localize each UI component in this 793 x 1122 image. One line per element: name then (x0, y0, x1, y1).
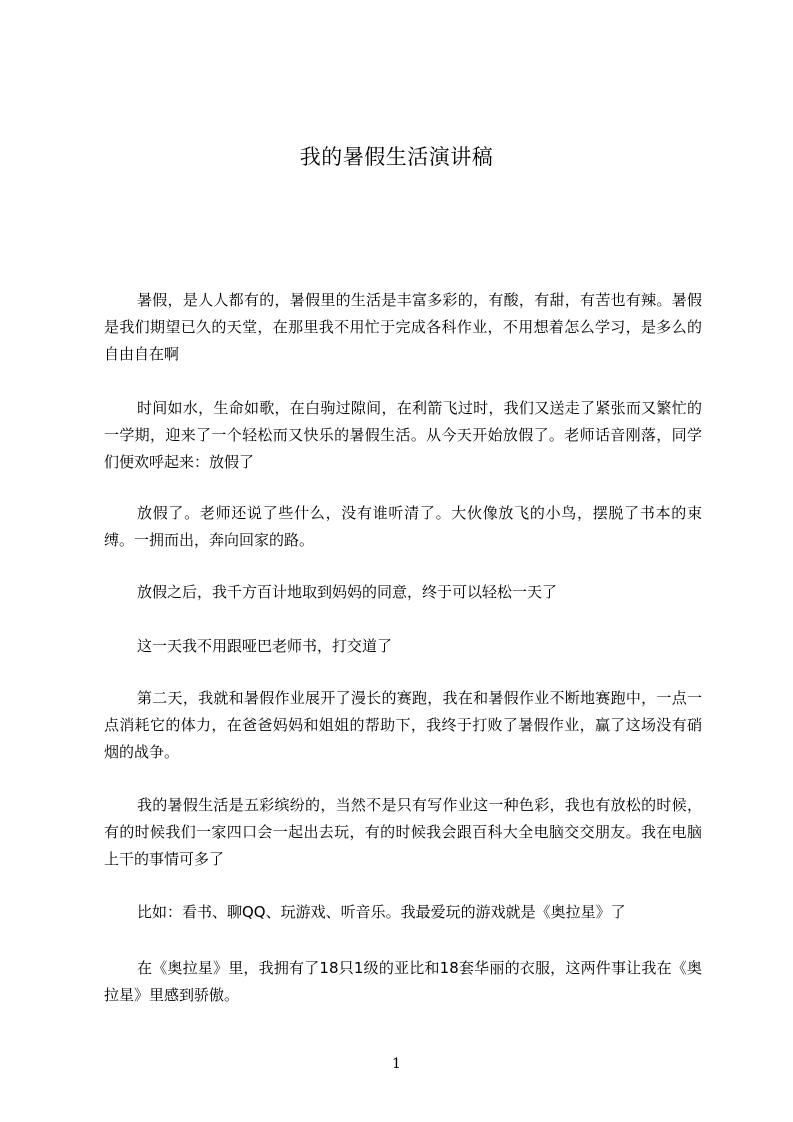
paragraph-3: 放假了。老师还说了些什么，没有谁听清了。大伙像放飞的小鸟，摆脱了书本的束缚。一拥而出，奔向回家的路。 (104, 504, 702, 549)
paragraph-4: 放假之后，我千方百计地取到妈妈的同意，终于可以轻松一天了 (137, 583, 558, 601)
paragraph-6: 第二天，我就和暑假作业展开了漫长的赛跑，我在和暑假作业不断地赛跑中，一点一点消耗它的体力，在爸爸妈妈和姐姐的帮助下，我终于打败了暑假作业，赢了这场没有硝烟的战争。 (104, 689, 702, 761)
paragraph-2: 时间如水，生命如歌，在白驹过隙间，在利箭飞过时，我们又送走了紧张而又繁忙的一学期，迎来了一个轻松而又快乐的暑假生活。从今天开始放假了。老师话音刚落，同学们便欢呼起来：放假了 (104, 399, 702, 471)
paragraph-5: 这一天我不用跟哑巴老师书，打交道了 (137, 637, 393, 655)
document-title: 我的暑假生活演讲稿 (299, 145, 494, 169)
paragraph-9: 在《奥拉星》里，我拥有了18只1级的亚比和18套华丽的衣服，这两件事让我在《奥拉星》里感到骄傲。 (104, 959, 702, 1004)
page-number: 1 (392, 1056, 401, 1072)
paragraph-1: 暑假，是人人都有的，暑假里的生活是丰富多彩的，有酸，有甜，有苦也有辣。暑假是我们期望已久的天堂，在那里我不用忙于完成各科作业，不用想着怎么学习，是多么的自由自在啊 (104, 291, 702, 363)
paragraph-7: 我的暑假生活是五彩缤纷的，当然不是只有写作业这一种色彩，我也有放松的时候，有的时候我们一家四口会一起出去玩，有的时候我会跟百科大全电脑交交朋友。我在电脑上干的事情可多了 (104, 796, 702, 868)
paragraph-8: 比如：看书、聊QQ、玩游戏、听音乐。我最爱玩的游戏就是《奥拉星》了 (137, 903, 626, 921)
